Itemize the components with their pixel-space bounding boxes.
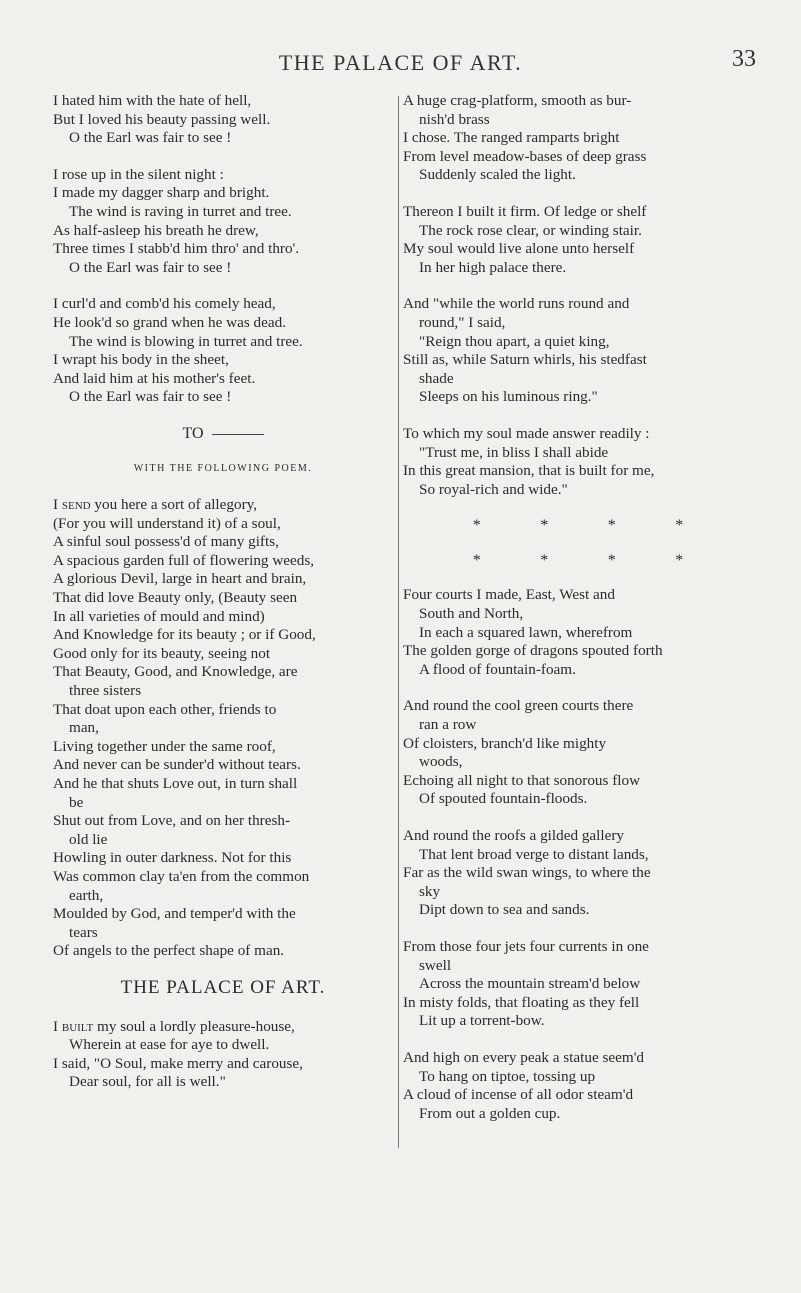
verse-text: A sinful soul possess'd of many gifts, [53, 533, 279, 551]
verse-line: Four courts I made, East, West and [403, 586, 615, 604]
verse-line: And round the cool green courts there [403, 697, 634, 715]
left-column [53, 92, 393, 1110]
verse-line: Three times I stabb'd him thro' and thro'. [53, 240, 300, 258]
verse-text: Wherein at ease for aye to dwell. [69, 1036, 270, 1054]
verse-text: Living together under the same roof, [53, 737, 276, 755]
ballad-stanza [53, 166, 393, 278]
verse-line: South and North, [419, 605, 524, 623]
ballad-stanza [53, 295, 393, 407]
verse-text: Moulded by God, and temper'd with the [53, 905, 296, 923]
verse-text: old lie [69, 830, 108, 848]
dedication-heading [53, 425, 393, 444]
verse-line: From those four jets four currents in one [403, 937, 649, 955]
verse-line [53, 756, 393, 775]
verse-text: A spacious garden full of flowering weeds, [53, 551, 315, 569]
verse-line [53, 794, 393, 813]
asterisk: * [540, 551, 549, 569]
ballad-stanza [53, 92, 393, 148]
verse-text: my soul a lordly pleasure-house, [93, 1017, 295, 1035]
verse-text: That doat upon each other, friends to [53, 700, 277, 718]
verse-line [53, 831, 393, 850]
verse-line: O the Earl was fair to see ! [69, 258, 232, 276]
verse-line [53, 905, 393, 924]
verse-line [53, 738, 393, 757]
asterisk: * [472, 551, 481, 569]
verse-line: To which my soul made answer readily : [403, 424, 650, 442]
verse-text: In all varieties of mould and mind) [53, 607, 265, 625]
verse-line: And round the roofs a gilded gallery [403, 827, 625, 844]
verse-line: Still as, while Saturn whirls, his stedfast [403, 351, 647, 369]
verse-line: I wrapt his body in the sheet, [53, 351, 229, 369]
verse-line: Suddenly scaled the light. [419, 166, 576, 184]
verse-line: nish'd brass [419, 110, 490, 128]
verse-line [53, 1018, 393, 1037]
verse-line: A huge crag-platform, smooth as bur- [403, 92, 632, 109]
verse-text: Dear soul, for all is well." [69, 1073, 226, 1091]
small-caps-opening: I built [53, 1017, 94, 1035]
verse-line: In misty folds, that floating as they fell [403, 993, 640, 1011]
verse-line [53, 570, 393, 589]
verse-text: three sisters [69, 682, 142, 700]
asterisk: * [607, 551, 616, 569]
verse-line: I hated him with the hate of hell, [53, 92, 252, 109]
verse-line: The golden gorge of dragons spouted forth [403, 642, 663, 660]
verse-line: "Trust me, in bliss I shall abide [419, 443, 609, 461]
asterisk: * [675, 517, 684, 535]
verse-text: Howling in outer darkness. Not for this [53, 849, 292, 867]
verse-text: And Knowledge for its beauty ; or if Good, [53, 626, 316, 644]
palace-stanza [403, 697, 753, 809]
verse-text: tears [69, 923, 98, 941]
verse-line [53, 682, 393, 701]
running-head: THE PALACE OF ART. [278, 50, 523, 75]
verse-line: round," I said, [419, 313, 506, 331]
verse-line: Thereon I built it firm. Of ledge or shelf [403, 202, 647, 220]
palace-stanza [403, 425, 753, 499]
small-caps-opening: I send [53, 496, 91, 514]
verse-line [53, 701, 393, 720]
verse-line: I chose. The ranged ramparts bright [403, 129, 620, 147]
verse-line: Dipt down to sea and sands. [419, 901, 590, 919]
verse-text: And he that shuts Love out, in turn shall [53, 775, 298, 792]
verse-line [53, 719, 393, 738]
verse-line [53, 608, 393, 627]
verse-line: Of spouted fountain-floods. [419, 790, 588, 808]
verse-line: In her high palace there. [419, 258, 567, 276]
verse-line: The wind is raving in turret and tree. [69, 202, 292, 220]
verse-line: woods, [419, 753, 463, 771]
verse-line: A cloud of incense of all odor steam'd [403, 1086, 634, 1104]
verse-line [53, 868, 393, 887]
verse-text: earth, [69, 886, 104, 904]
verse-text: Was common clay ta'en from the common [53, 867, 310, 885]
verse-line [53, 924, 393, 943]
verse-text: be [69, 793, 84, 811]
verse-line: And high on every peak a statue seem'd [403, 1048, 645, 1066]
verse-line: Far as the wild swan wings, to where the [403, 864, 651, 882]
asterisk: * [675, 551, 684, 569]
verse-line: O the Earl was fair to see ! [69, 388, 232, 406]
verse-line [53, 942, 393, 961]
dedication-subheading: WITH THE FOLLOWING POEM. [133, 462, 313, 474]
verse-line: From level meadow-bases of deep grass [403, 147, 647, 165]
verse-line [53, 515, 393, 534]
verse-text: (For you will understand it) of a soul, [53, 514, 281, 532]
ballad-ending [53, 92, 393, 407]
stanzas-after-break [403, 586, 753, 1123]
palace-stanza [403, 295, 753, 407]
section-break-stars-1 [403, 517, 753, 536]
verse-line [53, 775, 393, 794]
verse-line: A flood of fountain-foam. [419, 660, 576, 678]
verse-line [53, 849, 393, 868]
verse-line [53, 626, 393, 645]
page-number: 33 [732, 46, 756, 72]
verse-line: ran a row [419, 716, 477, 734]
palace-stanza [403, 203, 753, 277]
asterisk: * [472, 517, 481, 535]
verse-line: My soul would live alone unto herself [403, 240, 635, 258]
verse-text: Of angels to the perfect shape of man. [53, 942, 285, 960]
dedication-poem [53, 496, 393, 961]
verse-line: I curl'd and comb'd his comely head, [53, 295, 276, 313]
verse-line: Across the mountain stream'd below [419, 975, 641, 993]
column-divider [398, 96, 399, 1148]
verse-line [53, 663, 393, 682]
verse-line: I rose up in the silent night : [53, 165, 224, 183]
verse-line: Lit up a torrent-bow. [419, 1012, 545, 1030]
verse-line: And "while the world runs round and [403, 295, 630, 313]
asterisk: * [607, 517, 616, 535]
verse-line [53, 1036, 393, 1055]
palace-stanza [403, 92, 753, 185]
verse-line [53, 533, 393, 552]
asterisk: * [540, 517, 549, 535]
verse-text: That Beauty, Good, and Knowledge, are [53, 663, 298, 681]
verse-line: Sleeps on his luminous ring." [419, 388, 598, 406]
verse-line [53, 1055, 393, 1074]
verse-line: "Reign thou apart, a quiet king, [419, 332, 610, 350]
verse-text: That did love Beauty only, (Beauty seen [53, 589, 298, 607]
verse-line: And laid him at his mother's feet. [53, 369, 256, 387]
verse-line [53, 645, 393, 664]
right-column [403, 92, 753, 1141]
verse-text: And never can be sunder'd without tears. [53, 756, 301, 774]
poem-title: THE PALACE OF ART. [120, 976, 326, 998]
palace-first-stanza [53, 1018, 393, 1092]
verse-line: But I loved his beauty passing well. [53, 110, 271, 128]
verse-line: The rock rose clear, or winding stair. [419, 221, 642, 239]
verse-line: So royal-rich and wide." [419, 480, 568, 498]
verse-text: A glorious Devil, large in heart and brain, [53, 570, 307, 588]
verse-line [53, 887, 393, 906]
palace-stanza [403, 586, 753, 679]
verse-text: Good only for its beauty, seeing not [53, 644, 271, 662]
verse-line [53, 589, 393, 608]
verse-line: In each a squared lawn, wherefrom [419, 623, 633, 641]
verse-line: In this great mansion, that is built for me, [403, 462, 655, 480]
verse-text: I said, "O Soul, make merry and carouse, [53, 1054, 303, 1072]
verse-line [53, 812, 393, 831]
dedication-dash [212, 434, 264, 435]
dedication-to: TO [182, 424, 204, 442]
verse-line: I made my dagger sharp and bright. [53, 184, 270, 202]
verse-line: As half-asleep his breath he drew, [53, 221, 259, 239]
verse-text: Shut out from Love, and on her thresh- [53, 812, 291, 830]
verse-line [53, 496, 393, 515]
section-break-stars-2 [403, 552, 753, 571]
verse-line: shade [419, 369, 454, 387]
verse-line: Echoing all night to that sonorous flow [403, 771, 641, 789]
verse-line: He look'd so grand when he was dead. [53, 313, 287, 331]
verse-line [53, 552, 393, 571]
verse-line: To hang on tiptoe, tossing up [419, 1067, 596, 1085]
verse-line: That lent broad verge to distant lands, [419, 845, 649, 863]
stanzas-before-break [403, 92, 753, 499]
verse-line: From out a golden cup. [419, 1104, 561, 1122]
palace-stanza [403, 827, 753, 920]
verse-text: you here a sort of allegory, [90, 496, 258, 514]
verse-line: swell [419, 956, 452, 974]
verse-line: O the Earl was fair to see ! [69, 129, 232, 147]
palace-stanza [403, 1049, 753, 1123]
verse-line: Of cloisters, branch'd like mighty [403, 734, 607, 752]
palace-stanza [403, 938, 753, 1031]
verse-text: man, [69, 719, 99, 737]
verse-line [53, 1073, 393, 1092]
verse-line: The wind is blowing in turret and tree. [69, 332, 303, 350]
verse-line: sky [419, 882, 441, 900]
